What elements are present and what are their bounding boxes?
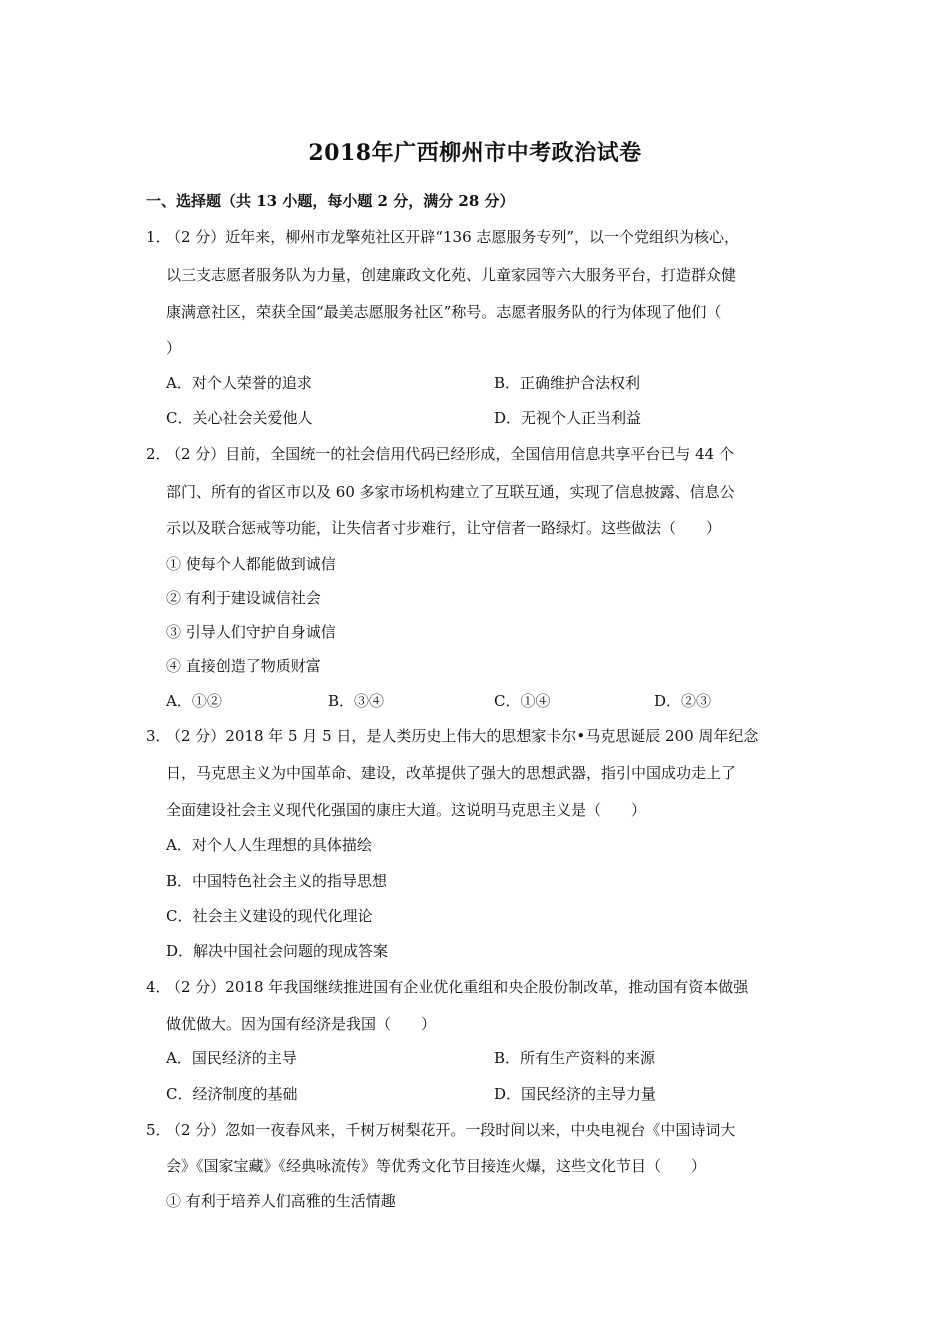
option-c: C．社会主义建设的现代化理论: [166, 907, 373, 925]
question-number: 3．: [146, 727, 171, 745]
statement-item: ① 使每个人都能做到诚信: [166, 555, 336, 573]
statement-item: ② 有利于建设诚信社会: [166, 589, 321, 607]
option-c: C．关心社会关爱他人: [166, 409, 313, 427]
option-b: B．所有生产资料的来源: [494, 1049, 656, 1067]
option-a: A．对个人荣誉的追求: [166, 374, 312, 392]
question-text-line: 会》《国家宝藏》《经典咏流传》等优秀文化节目接连火爆，这些文化节目（ ）: [166, 1157, 707, 1175]
question-text-line: （2 分）2018 年 5 月 5 日，是人类历史上伟大的思想家卡尔•马克思诞辰 200 周年纪念: [166, 727, 759, 745]
statement-item: ① 有利于培养人们高雅的生活情趣: [166, 1192, 396, 1210]
statement-item: ④ 直接创造了物质财富: [166, 657, 321, 675]
question-number: 5．: [146, 1121, 171, 1139]
question-text-line: 全面建设社会主义现代化强国的康庄大道。这说明马克思主义是（ ）: [166, 801, 647, 819]
question-text-line: ）: [166, 339, 182, 357]
question-number: 2．: [146, 445, 171, 463]
option-d: D．②③: [654, 692, 712, 710]
option-d: D．无视个人正当利益: [494, 409, 642, 427]
question-number: 4．: [146, 978, 171, 996]
option-a: A．对个人人生理想的具体描绘: [166, 836, 372, 854]
question-text-line: 日，马克思主义为中国革命、建设，改革提供了强大的思想武器，指引中国成功走上了: [166, 764, 737, 782]
question-text-line: 康满意社区，荣获全国“最美志愿服务社区”称号。志愿者服务队的行为体现了他们（: [166, 303, 722, 321]
option-d: D．解决中国社会问题的现成答案: [166, 942, 389, 960]
question-text-line: （2 分）忽如一夜春风来，千树万树梨花开。一段时间以来，中央电视台《中国诗词大: [166, 1121, 736, 1139]
question-text-line: （2 分）近年来，柳州市龙擎苑社区开辟“136 志愿服务专列”，以一个党组织为核心，: [166, 228, 740, 246]
option-d: D．国民经济的主导力量: [494, 1085, 657, 1103]
question-text-line: 以三支志愿者服务队为力量，创建廉政文化苑、儿童家园等六大服务平台，打造群众健: [166, 266, 737, 284]
question-text-line: （2 分）目前，全国统一的社会信用代码已经形成，全国信用信息共享平台已与 44 个: [166, 445, 734, 463]
question-text-line: 部门、所有的省区市以及 60 多家市场机构建立了互联互通，实现了信息披露、信息公: [166, 483, 735, 501]
section-heading: 一、选择题（共 13 小题，每小题 2 分，满分 28 分）: [146, 192, 515, 210]
option-a: A．国民经济的主导: [166, 1049, 297, 1067]
option-c: C．①④: [494, 692, 551, 710]
statement-item: ③ 引导人们守护自身诚信: [166, 623, 336, 641]
option-a: A．①②: [166, 692, 222, 710]
option-b: B．正确维护合法权利: [494, 374, 641, 392]
option-b: B．③④: [328, 692, 385, 710]
question-number: 1．: [146, 228, 171, 246]
option-c: C．经济制度的基础: [166, 1085, 298, 1103]
question-text-line: 示以及联合惩戒等功能，让失信者寸步难行，让守信者一路绿灯。这些做法（ ）: [166, 519, 722, 537]
question-text-line: （2 分）2018 年我国继续推进国有企业优化重组和央企股份制改革，推动国有资本做强: [166, 978, 749, 996]
question-text-line: 做优做大。因为国有经济是我国（ ）: [166, 1015, 437, 1033]
page-title: 2018年广西柳州市中考政治试卷: [308, 140, 642, 166]
option-b: B．中国特色社会主义的指导思想: [166, 872, 388, 890]
